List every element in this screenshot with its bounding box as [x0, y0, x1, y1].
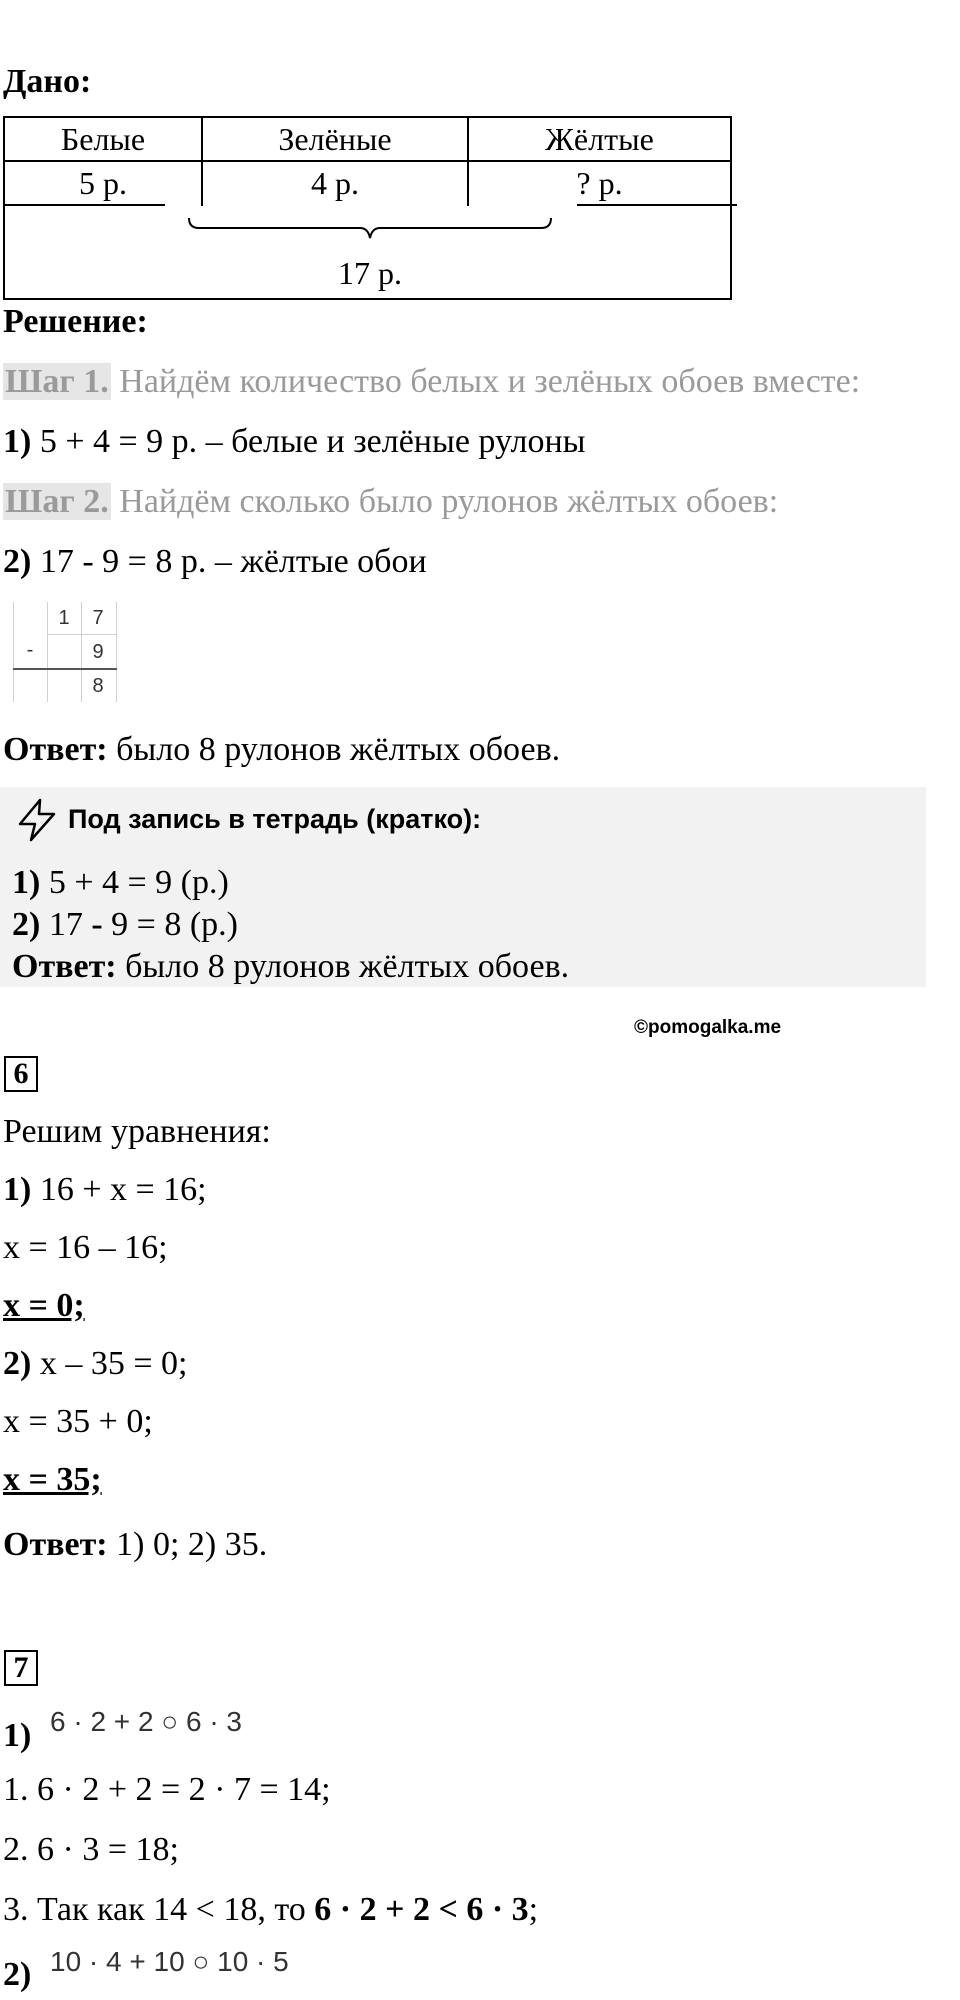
note-line-2: 2) 17 - 9 = 8 (р.) [12, 906, 238, 943]
total-value: 17 р. [338, 255, 402, 291]
given-table [3, 116, 732, 300]
step-2 [3, 482, 778, 522]
header-green: Зелёные [278, 121, 392, 157]
equation-2-result: x = 35; [3, 1461, 102, 1498]
digit: 8 [92, 675, 104, 697]
step-1-text: Найдём количество белых и зелёных обоев вместе: [110, 363, 861, 400]
step-2-label: Шаг 2. [5, 483, 109, 520]
given-label: Дано: [3, 63, 92, 100]
minus-sign: - [26, 639, 34, 661]
column-subtraction [13, 602, 117, 702]
part-2-expression: 10 · 4 + 10 ○ 10 · 5 [50, 1946, 289, 1977]
step-1-label: Шаг 1. [5, 363, 109, 400]
part-1-number: 1) [3, 1717, 32, 1754]
equation-1-step: x = 16 – 16; [3, 1229, 168, 1266]
task-6-number: 6 [4, 1056, 38, 1092]
part-1-step-1: 1. 6 · 2 + 2 = 2 · 7 = 14; [3, 1771, 331, 1808]
equation-2: 2) x – 35 = 0; [3, 1345, 188, 1382]
note-title: Под запись в тетрадь (кратко): [68, 804, 482, 834]
table-divider [577, 204, 737, 206]
subtraction-line [13, 668, 117, 670]
short-note-box [0, 787, 926, 987]
task-6-answer: Ответ: 1) 0; 2) 35. [3, 1526, 268, 1563]
watermark: ©pomogalka.me [634, 1017, 782, 1038]
equation-2-step: x = 35 + 0; [3, 1403, 153, 1440]
step-1 [3, 362, 860, 402]
equation-1-result: x = 0; [3, 1287, 85, 1324]
part-1-step-3: 3. Так как 14 < 18, то 6 · 2 + 2 < 6 · 3; [3, 1891, 539, 1928]
task-6-intro: Решим уравнения: [3, 1113, 271, 1150]
task-7-number: 7 [4, 1650, 38, 1686]
step-2-text: Найдём сколько было рулонов жёлтых обоев: [110, 483, 779, 520]
digit: 1 [58, 607, 70, 629]
solution-line-2: 2) 17 - 9 = 8 р. – жёлтые обои [3, 543, 427, 580]
digit: 9 [92, 641, 104, 663]
solution-answer: Ответ: было 8 рулонов жёлтых обоев. [3, 731, 561, 768]
value-white: 5 р. [79, 165, 127, 201]
part-1-expression: 6 · 2 + 2 ○ 6 · 3 [50, 1706, 243, 1737]
part-1-step-2: 2. 6 · 3 = 18; [3, 1831, 179, 1868]
header-white: Белые [60, 121, 146, 157]
lightning-icon [14, 797, 60, 843]
brace-icon [185, 214, 555, 242]
equation-1: 1) 16 + x = 16; [3, 1171, 207, 1208]
note-line-1: 1) 5 + 4 = 9 (р.) [12, 864, 229, 901]
solution-line-1: 1) 5 + 4 = 9 р. – белые и зелёные рулоны [3, 423, 586, 460]
digit: 7 [92, 607, 104, 629]
table-divider [5, 204, 165, 206]
value-green: 4 р. [311, 165, 359, 201]
part-2-number: 2) [3, 1956, 32, 1993]
header-yellow: Жёлтые [545, 121, 654, 157]
value-yellow: ? р. [576, 165, 623, 201]
solution-label: Решение: [3, 303, 148, 340]
note-answer: Ответ: было 8 рулонов жёлтых обоев. [12, 948, 570, 985]
